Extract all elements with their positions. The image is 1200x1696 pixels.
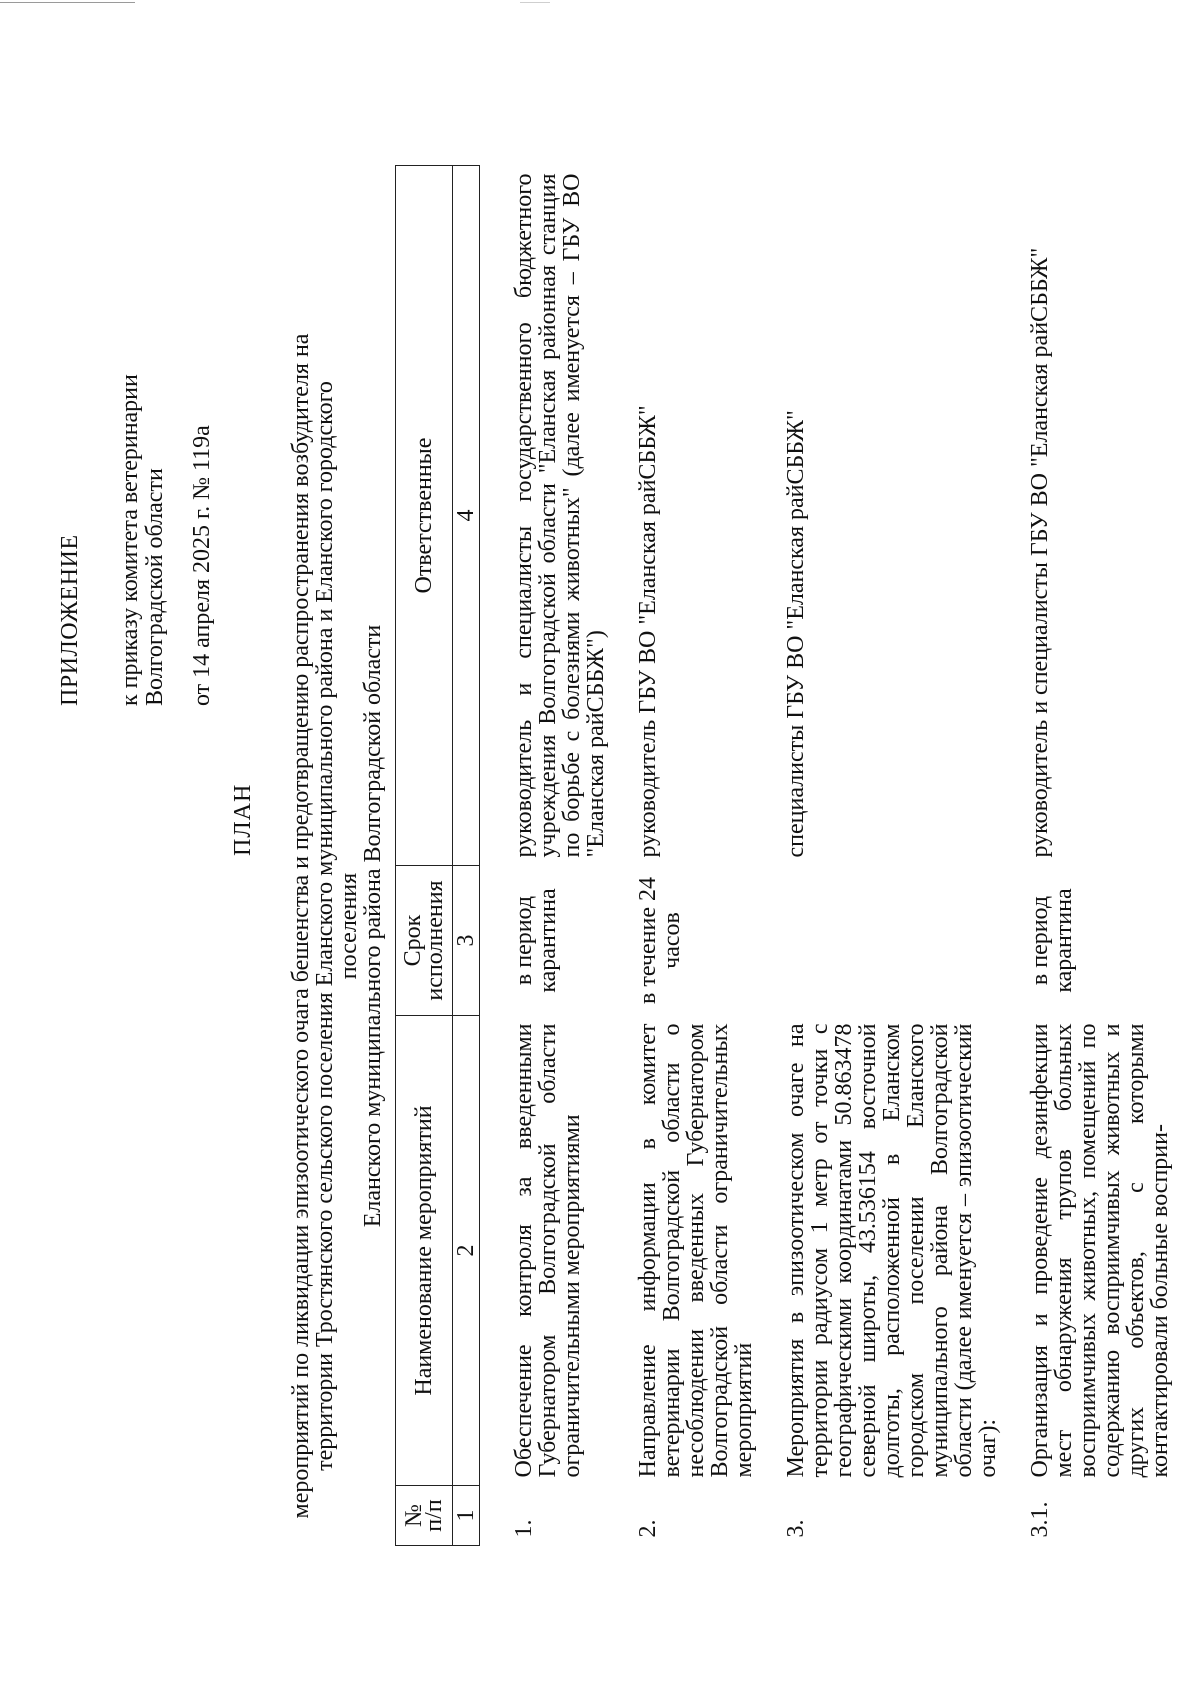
row-number: 3. — [783, 1519, 809, 1538]
appendix-order-line: к приказу комитета ветеринарии — [117, 374, 143, 706]
plan-table — [395, 165, 1188, 1546]
row-responsible: специалисты ГБУ ВО "Еланская райСББЖ" — [783, 410, 809, 858]
row-term: в период карантина — [1027, 888, 1077, 993]
column-number-4: 4 — [453, 166, 480, 866]
row-term — [772, 866, 1016, 1016]
header-number: № п/п — [396, 1486, 453, 1546]
row-responsible: руководитель и специалисты государственного бюджетного учреждения Волгоградской области "Еланская районная станция по борьбе с болезнями животных" (далее именуется – ГБУ ВО "Еланская райСББЖ") — [511, 173, 609, 858]
header-term: Срок исполнения — [396, 866, 453, 1016]
header-responsible: Ответственные — [396, 166, 453, 866]
row-activity: Направление информации в комитет ветеринарии Волгоградской области о несоблюдении введенных Губернатором Волгоградской области ограничительных мероприятий — [635, 1023, 757, 1478]
table-row — [624, 166, 772, 1546]
appendix-date: от 14 апреля 2025 г. № 119а — [189, 425, 215, 706]
row-activity: Мероприятия в эпизоотическом очаге на территории радиусом 1 метр от точки с географическими координатами 50.863478 северной широты, 43.536154 восточной долготы, расположенной в Еланском городском поселении Еланского муниципального района Волгоградской области (далее именуется – эпизоотический очаг): — [783, 1023, 1001, 1478]
row-term: в течение 24 часов — [635, 877, 685, 1004]
column-number-3: 3 — [453, 866, 480, 1016]
header-activity: Наименование мероприятий — [396, 1016, 453, 1486]
table-column-number-row — [453, 166, 480, 1546]
plan-title: ПЛАН — [230, 783, 256, 856]
row-responsible: руководитель и специалисты ГБУ ВО "Еланская райСББЖ" — [1027, 247, 1053, 858]
table-row — [480, 166, 625, 1546]
row-activity: Обеспечение контроля за введенными Губернатором Волгоградской области ограничительными мероприятиями — [511, 1023, 585, 1478]
plan-subtitle-line-1: мероприятий по ликвидации эпизоотического очага бешенства и предотвращению распространения возбудителя на — [288, 333, 314, 1519]
appendix-title: ПРИЛОЖЕНИЕ — [57, 534, 83, 706]
row-number: 3.1. — [1027, 1501, 1053, 1538]
row-responsible: руководитель ГБУ ВО "Еланская райСББЖ" — [635, 405, 661, 858]
column-number-2: 2 — [453, 1016, 480, 1486]
plan-subtitle-line-2: территории Тростянского сельского поселения Еланского муниципального района и Еланского городского поселения — [312, 381, 362, 1471]
plan-subtitle-line-3: Еланского муниципального района Волгоградской области — [360, 624, 386, 1228]
plan-subtitle — [289, 326, 385, 1526]
table-header-row — [396, 166, 453, 1546]
column-number-1: 1 — [453, 1486, 480, 1546]
table-row — [1016, 166, 1188, 1546]
row-number: 2. — [635, 1519, 661, 1538]
row-number: 1. — [511, 1519, 537, 1538]
row-term: в период карантина — [511, 888, 561, 993]
table-row — [772, 166, 1016, 1546]
row-activity: Организация и проведение дезинфекции мест обнаружения трупов больных восприимчивых животных, помещений по содержанию восприимчивых животных и других объектов, с которыми контактировали больные восприи- — [1027, 1023, 1173, 1478]
appendix-region-line: Волгоградской области — [142, 468, 168, 706]
